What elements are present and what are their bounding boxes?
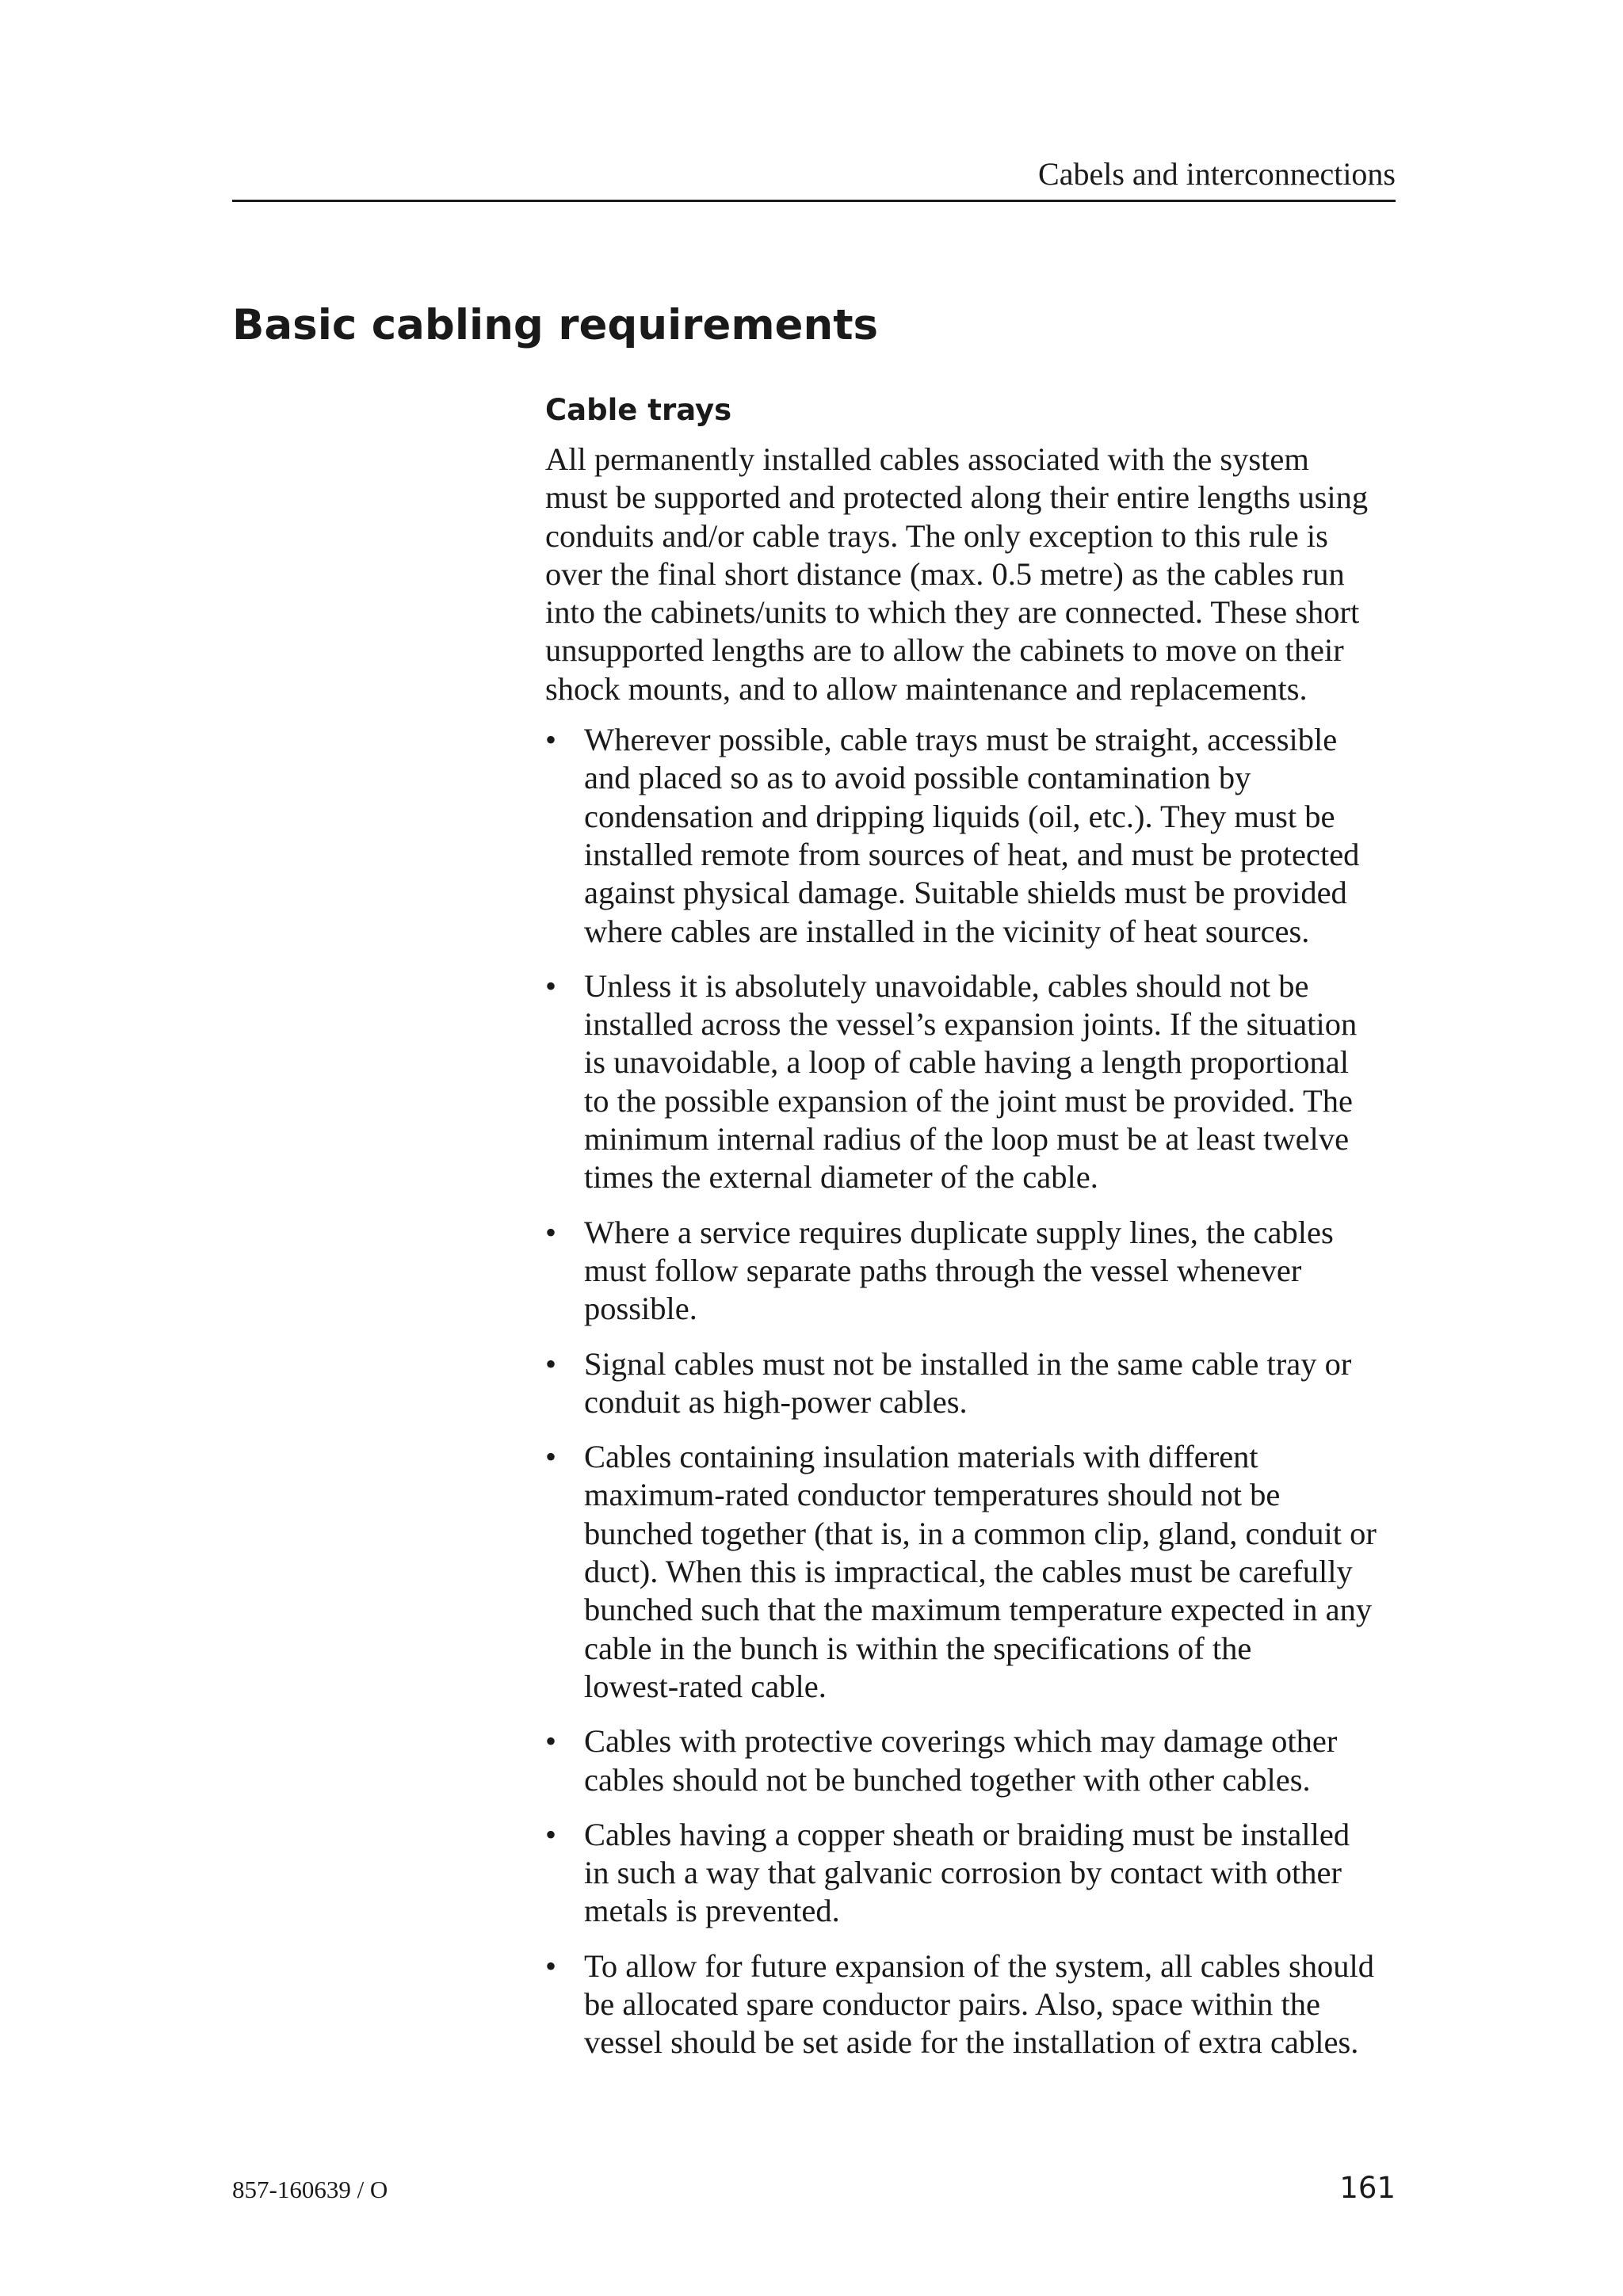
list-item <box>545 967 1409 1197</box>
list-item-text: Cables with protective coverings which may damage other cables should not be bunched together with other cables. <box>584 1723 1338 1798</box>
section-heading: Cable trays <box>545 393 732 427</box>
bullet-dot-icon: • <box>545 1345 557 1382</box>
bullet-dot-icon: • <box>545 1947 557 1984</box>
running-header: Cabels and interconnections <box>1038 156 1396 192</box>
page-heading: Basic cabling requirements <box>232 301 879 349</box>
list-item-text: Signal cables must not be installed in the same cable tray or conduit as high-power cables. <box>584 1345 1352 1420</box>
bullet-dot-icon: • <box>545 722 557 758</box>
bullet-dot-icon: • <box>545 967 557 1004</box>
list-item-text: Cables having a copper sheath or braiding must be installed in such a way that galvanic corrosion by contact with other metals is prevented. <box>584 1816 1350 1929</box>
list-item <box>545 1438 1409 1706</box>
list-item <box>545 1947 1409 2062</box>
list-item-text: Unless it is absolutely unavoidable, cables should not be installed across the vessel’s expansion joints. If the situation is unavoidable, a loop of cable having a length proportional to the possible expansion of the joint must be provided. The minimum internal radius of the loop must be at least twelve times the external diameter of the cable. <box>584 967 1358 1196</box>
list-item <box>545 1214 1409 1329</box>
list-item <box>545 1816 1409 1931</box>
list-item-text: Cables containing insulation materials with different maximum-rated conductor temperatures should not be bunched together (that is, in a common clip, gland, conduit or duct). When this is impractical, the cables must be carefully bunched such that the maximum temperature expected in any cable in the bunch is within the specifications of the lowest-rated cable. <box>584 1439 1377 1704</box>
bullet-dot-icon: • <box>545 1214 557 1250</box>
header-rule <box>232 200 1396 202</box>
list-item <box>545 721 1409 951</box>
bullet-dot-icon: • <box>545 1816 557 1852</box>
list-item-text: To allow for future expansion of the system, all cables should be allocated spare conductor pairs. Also, space within the vessel should be set aside for the installation of extra cables. <box>584 1947 1375 2061</box>
content-column <box>545 388 1409 2079</box>
list-item <box>545 1722 1409 1799</box>
document-number: 857-160639 / O <box>232 2176 388 2203</box>
bullet-list <box>545 721 1409 2062</box>
intro-paragraph: All permanently installed cables associated with the system must be supported and protected along their entire lengths using conduits and/or cable trays. The only exception to this rule is over the final short distance (max. 0.5 metre) as the cables run into the cabinets/units to which they are connected. These short unsupported lengths are to allow the cabinets to move on their shock mounts, and to allow maintenance and replacements. <box>545 441 1369 707</box>
bullet-dot-icon: • <box>545 1439 557 1475</box>
list-item <box>545 1345 1409 1422</box>
list-item-text: Wherever possible, cable trays must be straight, accessible and placed so as to avoid possible contamination by condensation and dripping liquids (oil, etc.). They must be installed remote from sources of heat, and must be protected against physical damage. Suitable shields must be provided where cables are installed in the vicinity of heat sources. <box>584 722 1360 949</box>
list-item-text: Where a service requires duplicate supply lines, the cables must follow separate paths through the vessel whenever possible. <box>584 1214 1334 1327</box>
page-number: 161 <box>1339 2171 1396 2205</box>
bullet-dot-icon: • <box>545 1723 557 1760</box>
